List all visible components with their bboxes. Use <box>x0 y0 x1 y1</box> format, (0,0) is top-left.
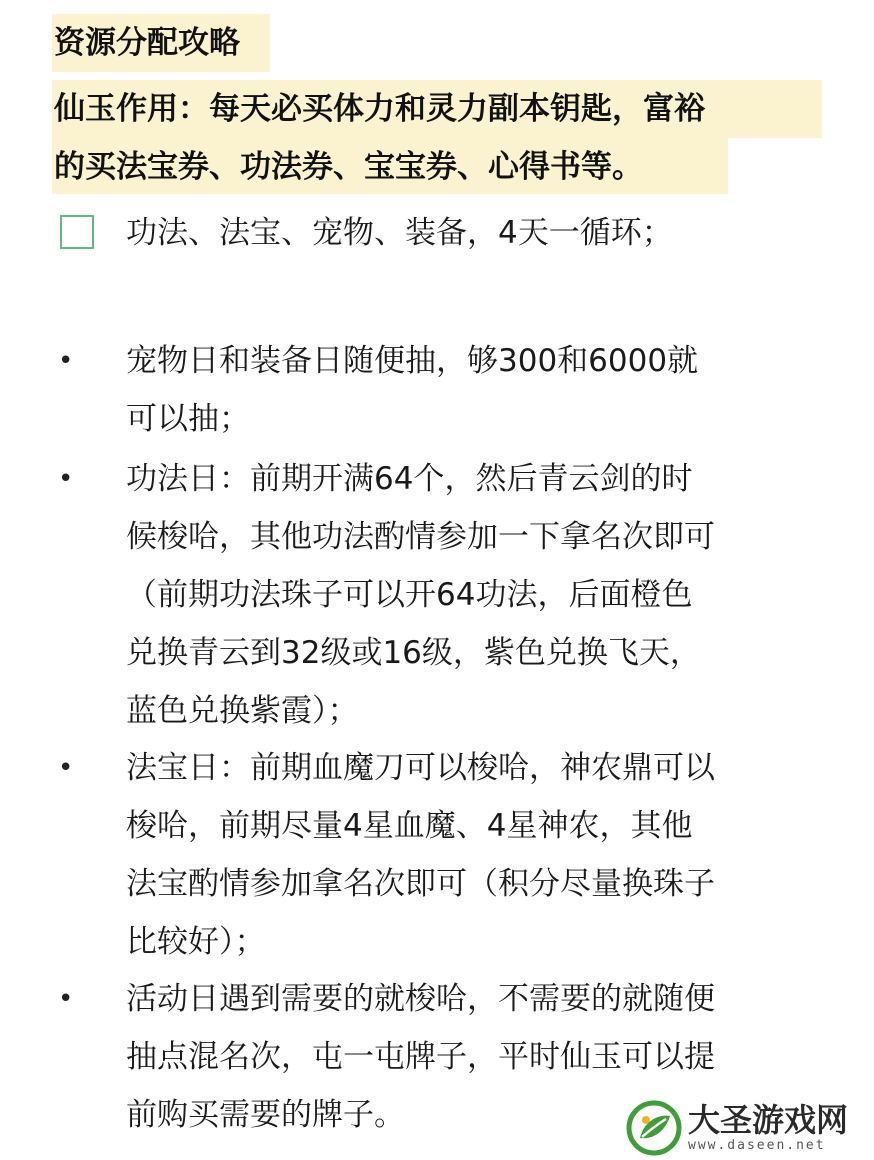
list-item-line: （前期功法珠子可以开64功法，后面橙色 <box>126 577 693 613</box>
list-item-line: 前购买需要的牌子。 <box>126 1097 405 1133</box>
list-item-line: 功法日：前期开满64个，然后青云剑的时 <box>126 461 693 497</box>
watermark-name: 大圣游戏网 <box>688 1101 849 1139</box>
task-text: 功法、法宝、宠物、装备，4天一循环； <box>126 215 673 251</box>
list-item-line: 活动日遇到需要的就梭哈，不需要的就随便 <box>126 981 715 1017</box>
list-item-line: 候梭哈，其他功法酌情参加一下拿名次即可 <box>126 519 715 555</box>
usage-line-2: 的买法宝券、功法券、宝宝券、心得书等。 <box>54 149 643 185</box>
usage-line-1: 仙玉作用：每天必买体力和灵力副本钥匙，富裕 <box>54 91 705 127</box>
list-item <box>126 450 826 740</box>
list-item-line: 蓝色兑换紫霞）； <box>126 693 359 729</box>
list-item-line: 比较好）； <box>126 924 266 960</box>
leaf-circle-icon <box>626 1100 682 1156</box>
list-item <box>126 739 826 971</box>
task-checkbox[interactable] <box>60 215 94 249</box>
watermark-url: www.daseen.net <box>688 1138 826 1153</box>
list-item-line: 宠物日和装备日随便抽，够300和6000就 <box>126 343 699 379</box>
list-item-line: 法宝酌情参加拿名次即可（积分尽量换珠子 <box>126 866 715 902</box>
page-title: 资源分配攻略 <box>54 25 240 61</box>
list-item-line: 抽点混名次，屯一屯牌子，平时仙玉可以提 <box>126 1039 715 1075</box>
bullet-marker: • <box>58 346 74 376</box>
list-item-line: 梭哈，前期尽量4星血魔、4星神农，其他 <box>126 808 693 844</box>
bullet-marker: • <box>58 984 74 1014</box>
list-item-line: 法宝日：前期血魔刀可以梭哈，神农鼎可以 <box>126 750 715 786</box>
list-item <box>126 332 826 448</box>
watermark <box>626 1098 874 1160</box>
list-item-line: 兑换青云到32级或16级，紫色兑换飞天， <box>126 635 701 671</box>
bullet-marker: • <box>58 753 74 783</box>
list-item-line: 可以抽； <box>126 401 250 437</box>
bullet-marker: • <box>58 464 74 494</box>
